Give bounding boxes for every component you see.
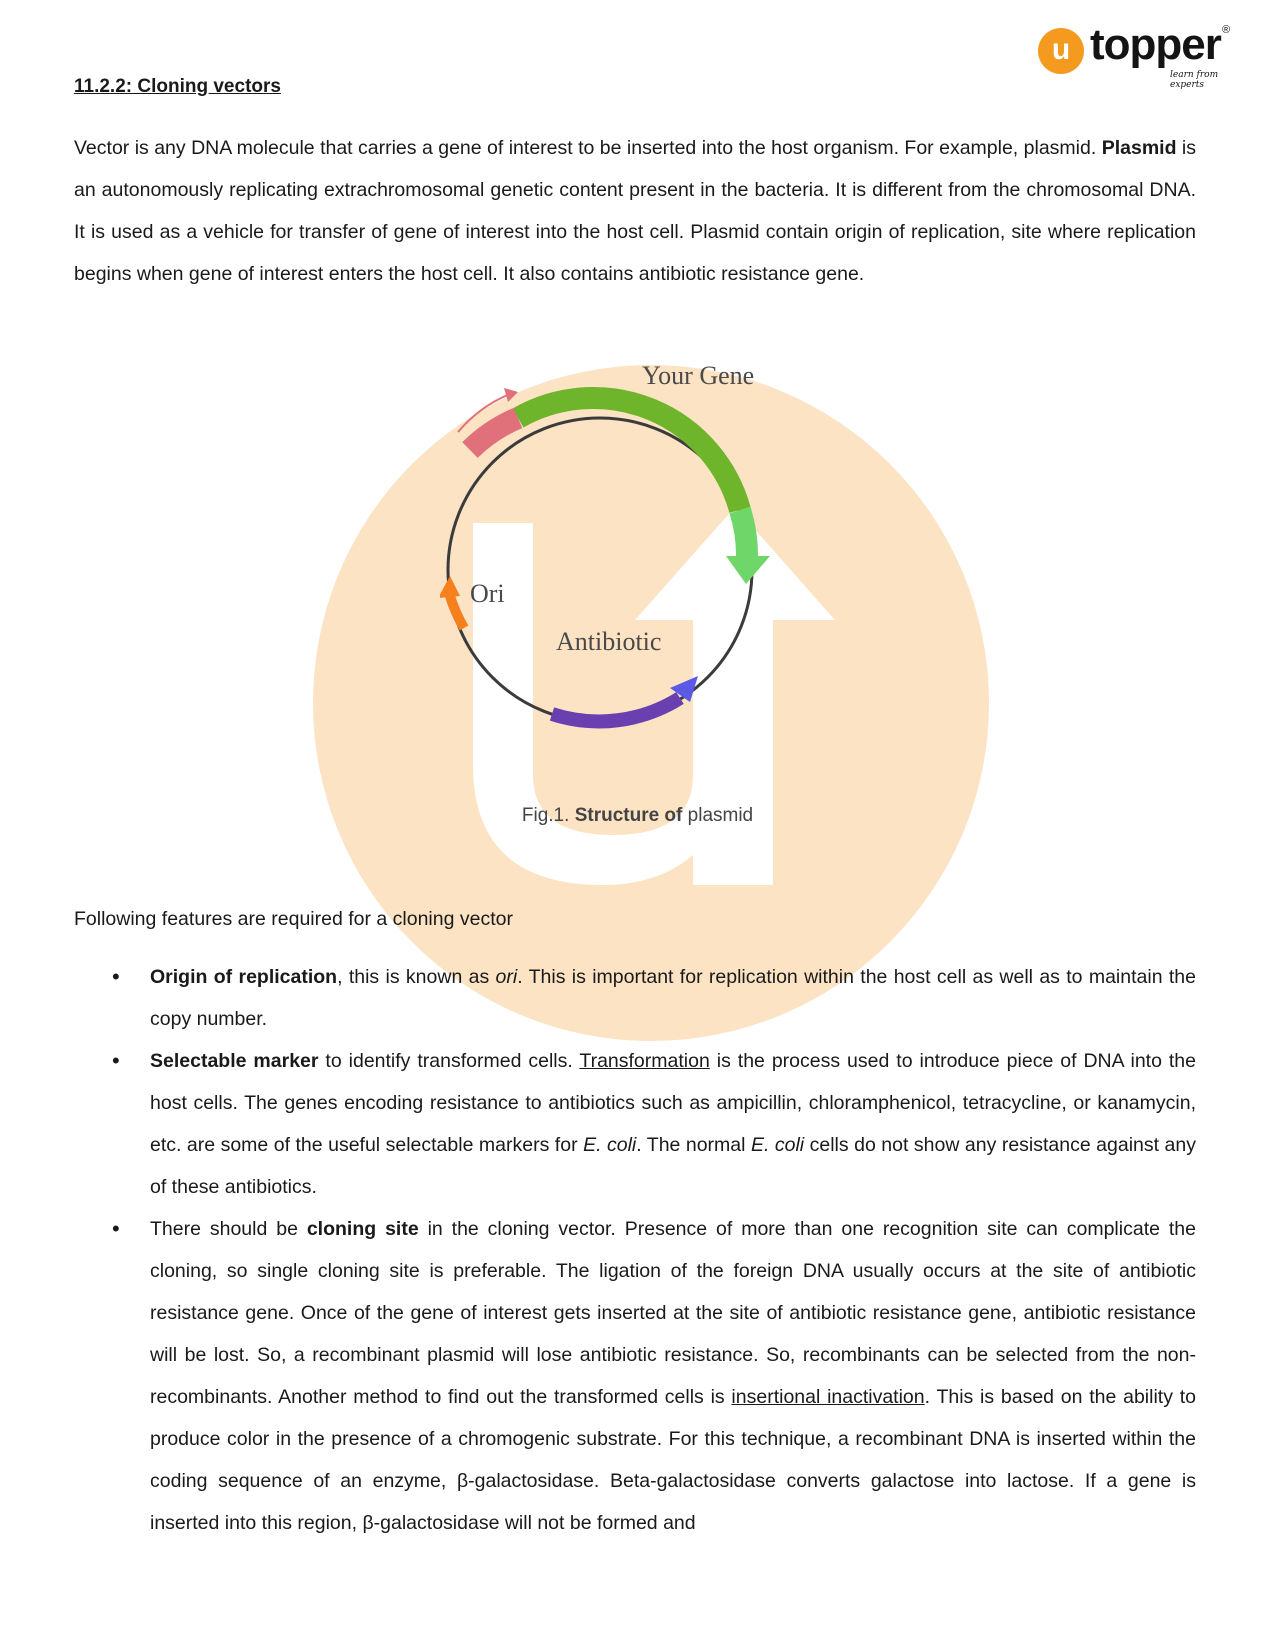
feature-term: Origin of replication	[150, 966, 338, 988]
logo-wordmark: topper	[1090, 20, 1221, 69]
antibiotic-segment	[552, 698, 680, 721]
label-ori: Ori	[470, 579, 505, 608]
species-name: E. coli	[750, 1134, 805, 1156]
caption-prefix: Fig.1.	[521, 805, 575, 826]
section-heading: 11.2.2: Cloning vectors	[74, 76, 281, 97]
list-item	[74, 1040, 1196, 1208]
feature-term: cloning site	[306, 1218, 419, 1240]
figure-caption	[0, 805, 1275, 827]
feature-text: . This is based on the ability to produce color in the presence of a chromogenic substrate. For this technique, a recombinant DNA is inserted within the coding sequence of an enzyme, β-galactosidase. Beta-galactosidase converts galactose into lactose. If a gene is inserted into this region, β-galactosidase will not be formed and	[150, 1386, 1196, 1534]
list-item	[74, 1208, 1196, 1544]
intro-text-1: Vector is any DNA molecule that carries a gene of interest to be inserted into the host organism. For example, plasmid.	[74, 137, 1102, 159]
label-antibiotic: Antibiotic	[556, 627, 662, 656]
features-list	[74, 956, 1196, 1544]
topper-logo	[1038, 20, 1238, 90]
ori-term: ori	[495, 966, 518, 988]
intro-text-2: is an autonomously replicating extrachromosomal genetic content present in the bacteria. It is different from the chromosomal DNA. It is used as a vehicle for transfer of gene of interest into the host cell. Plasmid contain origin of replication, site where replication begins when gene of interest enters the host cell. It also contains antibiotic resistance gene.	[74, 137, 1197, 285]
feature-text: to identify transformed cells.	[318, 1050, 580, 1072]
logo-tagline: learn from experts	[1170, 70, 1219, 90]
insertional-inactivation-term: insertional inactivation	[731, 1386, 925, 1408]
caption-bold: Structure of	[574, 805, 683, 826]
intro-paragraph	[74, 127, 1196, 295]
ori-direction-arrow-icon	[504, 388, 518, 402]
feature-text: . This is important for replication within the host cell as well as to maintain the copy number.	[150, 966, 1196, 1030]
features-intro: Following features are required for a cloning vector	[74, 908, 513, 930]
gene-segment-tip	[740, 510, 747, 560]
logo-mark-icon: u	[1038, 28, 1084, 74]
feature-text: There should be	[150, 1218, 307, 1240]
transformation-term: Transformation	[579, 1050, 710, 1072]
registered-mark: ®	[1222, 24, 1231, 36]
feature-text: . The normal	[636, 1134, 751, 1156]
plasmid-term: Plasmid	[1101, 137, 1177, 159]
label-your-gene: Your Gene	[642, 361, 755, 390]
feature-term: Selectable marker	[150, 1050, 319, 1072]
species-name: E. coli	[583, 1134, 637, 1156]
plasmid-diagram	[440, 360, 860, 740]
ori-arrow-body	[450, 596, 464, 628]
gene-arrow-icon	[726, 556, 770, 584]
list-item	[74, 956, 1196, 1040]
gene-segment	[518, 398, 740, 510]
ori-arrow-icon	[440, 576, 460, 598]
feature-text: cells do not show any resistance against any of these antibiotics.	[150, 1134, 1196, 1198]
feature-text: in the cloning vector. Presence of more than one recognition site can complicate the cloning, so single cloning site is preferable. The ligation of the foreign DNA usually occurs at the site of antibiotic resistance gene. Once of the gene of interest gets inserted at the site of antibiotic resistance gene, antibiotic resistance will be lost. So, a recombinant plasmid will lose antibiotic resistance. So, recombinants can be selected from the non-recombinants. Another method to find out the transformed cells is	[150, 1218, 1196, 1408]
caption-suffix: plasmid	[682, 805, 754, 826]
feature-text: , this is known as	[337, 966, 496, 988]
feature-text: is the process used to introduce piece of DNA into the host cells. The genes encoding resistance to antibiotics such as ampicillin, chloramphenicol, tetracycline, or kanamycin, etc. are some of the useful selectable markers for	[150, 1050, 1196, 1156]
